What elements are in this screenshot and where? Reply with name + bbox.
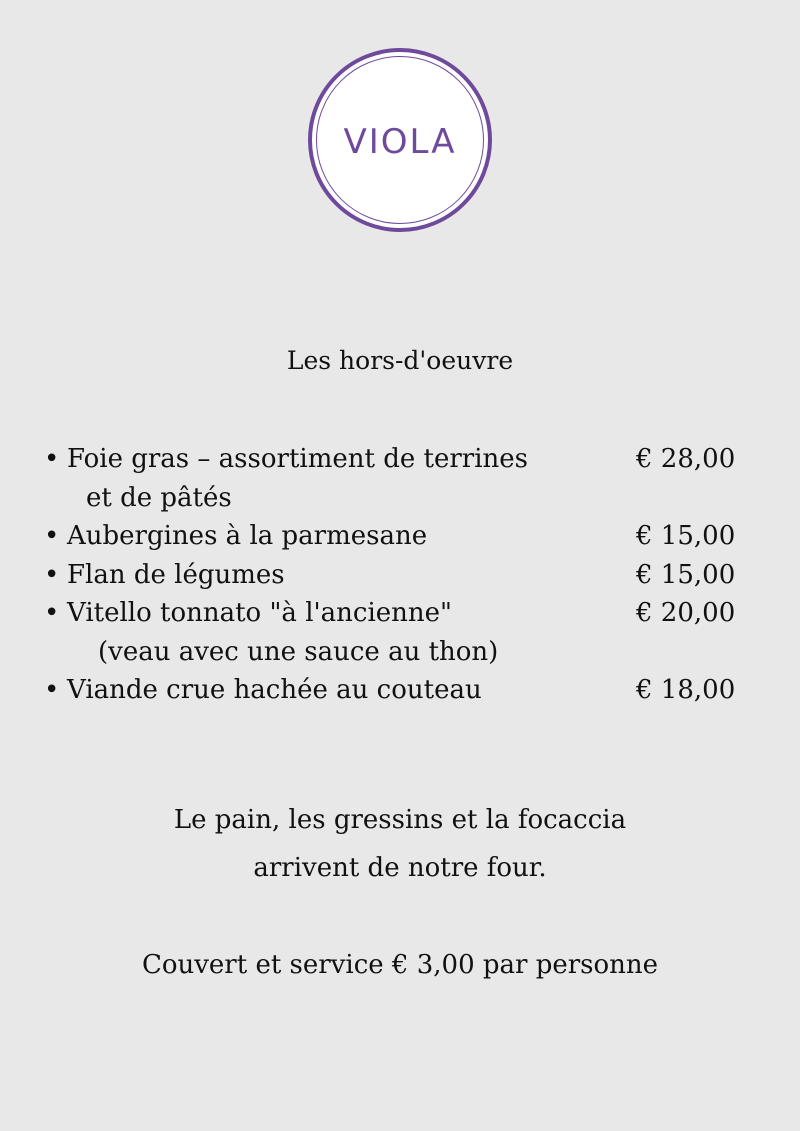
dish-price: € 15,00 <box>636 559 736 590</box>
dish-name: Flan de légumes <box>67 559 285 590</box>
dish-name: Vitello tonnato "à l'ancienne" <box>67 598 453 628</box>
menu-item <box>44 671 756 710</box>
dish-name: Foie gras – assortiment de terrines <box>67 444 528 474</box>
bread-note-line-1: Le pain, les gressins et la focaccia <box>173 805 627 835</box>
menu-item-note <box>44 479 756 518</box>
bullet-icon: • <box>44 444 60 474</box>
menu-item <box>44 556 756 595</box>
bullet-icon: • <box>44 521 60 551</box>
dish-price: € 20,00 <box>636 598 736 628</box>
bullet-icon: • <box>44 559 60 590</box>
logo-text: VIOLA <box>343 122 457 162</box>
menu-item-note <box>44 633 756 672</box>
menu-list <box>44 440 756 710</box>
dish-price: € 28,00 <box>636 444 736 474</box>
menu-item <box>44 440 756 479</box>
dish-price: € 18,00 <box>636 675 736 705</box>
bullet-icon: • <box>44 675 60 705</box>
menu-item <box>44 594 756 633</box>
dish-name: Aubergines à la parmesane <box>67 521 428 551</box>
dish-note: et de pâtés <box>86 482 232 513</box>
viola-logo <box>308 48 492 232</box>
cover-charge-note: Couvert et service € 3,00 par personne <box>141 950 659 980</box>
dish-name: Viande crue hachée au couteau <box>67 675 482 705</box>
dish-note: (veau avec une sauce au thon) <box>98 636 499 667</box>
bullet-icon: • <box>44 598 60 628</box>
section-title: Les hors-d'oeuvre <box>286 346 514 375</box>
bread-note-line-2: arrivent de notre four. <box>253 853 547 883</box>
menu-item <box>44 517 756 556</box>
dish-price: € 15,00 <box>636 521 736 551</box>
